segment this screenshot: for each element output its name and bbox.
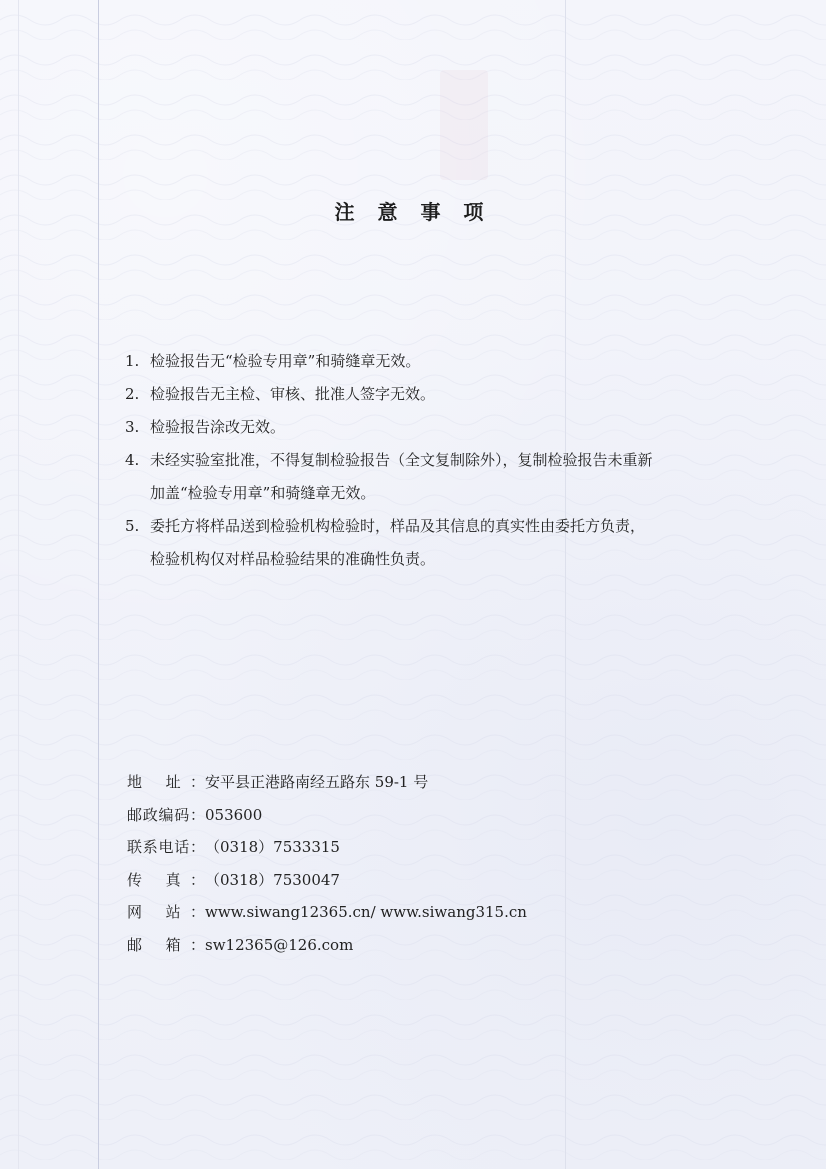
email-value: sw12365@126.com: [205, 935, 354, 954]
phone-label: 联系电话：: [127, 838, 205, 856]
contact-phone: [127, 831, 627, 864]
note-item: [125, 378, 725, 411]
note-text: 检验报告无“检验专用章”和骑缝章无效。: [150, 352, 421, 370]
note-number: 5.: [125, 517, 140, 535]
contact-website: [127, 896, 627, 929]
contact-info: [127, 766, 627, 961]
website-label: 网 站：: [127, 903, 205, 921]
note-text-continued: 检验机构仅对样品检验结果的准确性负责。: [150, 550, 436, 568]
contact-postcode: [127, 799, 627, 832]
notes-list: [125, 345, 725, 576]
note-item: [125, 345, 725, 378]
postcode-value: 053600: [205, 805, 263, 824]
note-number: 2.: [125, 385, 140, 403]
note-text: 检验报告无主检、审核、批准人签字无效。: [150, 385, 436, 403]
address-value: 安平县正港路南经五路东 59-1 号: [205, 773, 429, 791]
contact-email: [127, 929, 627, 962]
website-value: www.siwang12365.cn/ www.siwang315.cn: [205, 903, 527, 921]
contact-fax: [127, 864, 627, 897]
note-text: 未经实验室批准，不得复制检验报告（全文复制除外），复制检验报告未重新: [150, 451, 653, 469]
note-text: 委托方将样品送到检验机构检验时，样品及其信息的真实性由委托方负责，: [150, 517, 646, 535]
address-label: 地 址：: [127, 773, 205, 791]
note-item: [125, 411, 725, 444]
postcode-label: 邮政编码：: [127, 805, 205, 824]
note-text: 检验报告涂改无效。: [150, 418, 286, 436]
fax-label: 传 真：: [127, 870, 205, 889]
page-title: 注 意 事 项: [334, 200, 492, 224]
note-number: 1.: [125, 352, 140, 370]
note-number: 3.: [125, 418, 140, 436]
fold-line-center: [565, 0, 566, 1169]
email-label: 邮 箱：: [127, 935, 205, 954]
note-number: 4.: [125, 451, 140, 469]
note-item: [125, 444, 725, 510]
faint-seal-mark: [440, 70, 488, 180]
phone-value: （0318）7533315: [205, 838, 340, 856]
fold-line-left-edge: [18, 0, 19, 1169]
fax-value: （0318）7530047: [205, 870, 340, 889]
note-text-continued: 加盖“检验专用章”和骑缝章无效。: [150, 484, 376, 502]
fold-line-binding: [98, 0, 99, 1169]
contact-address: [127, 766, 627, 799]
note-item: [125, 510, 725, 576]
